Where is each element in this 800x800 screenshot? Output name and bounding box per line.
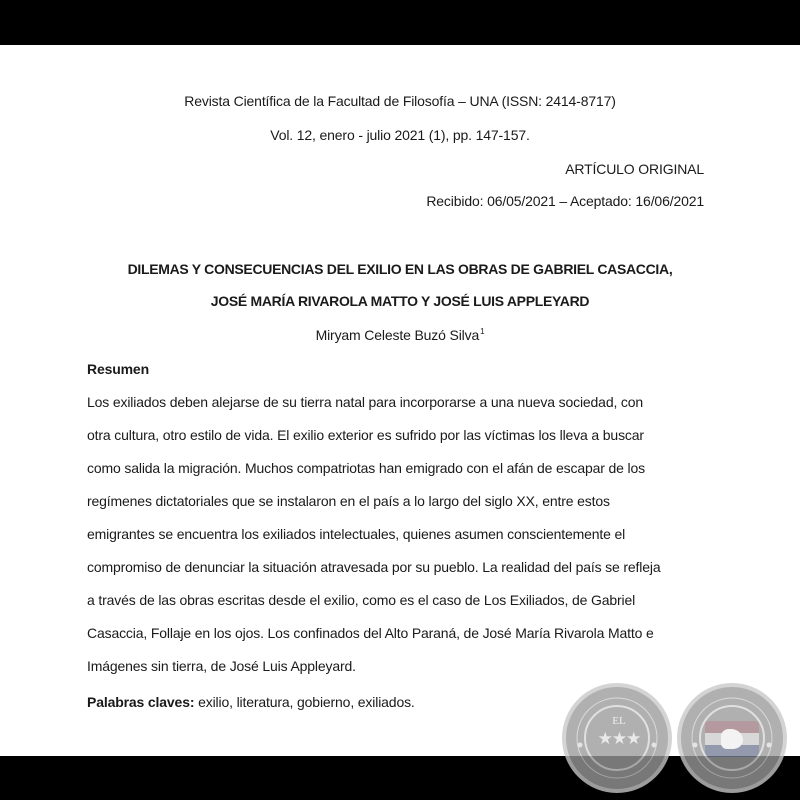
abstract-line: emigrantes se encuentra los exiliados intelectuales, quienes asumen conscientemente el [87,526,626,542]
keywords-label: Palabras claves: [87,694,195,710]
abstract-line: como salida la migración. Muchos compatriotas han emigrado con el afán de escapar de los [87,460,645,476]
journal-name: Revista Científica de la Facultad de Filosofía – UNA (ISSN: 2414-8717) [184,93,616,109]
abstract-line: Imágenes sin tierra, de José Luis Appleyard. [87,658,356,674]
keywords-list: exilio, literatura, gobierno, exiliados. [194,694,415,710]
document-page [0,45,800,756]
paraguay-map-icon [721,729,743,749]
seal-center-text: EL [612,715,626,727]
seal-inner-ring [584,705,650,771]
abstract-line: regímenes dictatoriales que se instalaron en el país a lo largo del siglo XX, entre estos [87,493,610,509]
author-footnote-marker[interactable]: 1 [480,327,485,336]
article-title-line-2: JOSÉ MARÍA RIVAROLA MATTO Y JOSÉ LUIS APPLEYARD [210,293,590,309]
three-stars-icon: ★★★ [597,729,641,748]
cultura-nacional-seal-watermark [677,683,787,793]
volume-info: Vol. 12, enero - julio 2021 (1), pp. 147-157. [270,127,530,143]
author-line [0,326,800,344]
article-title-line-1: DILEMAS Y CONSECUENCIAS DEL EXILIO EN LAS OBRAS DE GABRIEL CASACCIA, [127,261,673,277]
abstract-heading: Resumen [87,361,149,377]
republica-paraguay-seal-watermark [562,683,672,793]
author-name: Miryam Celeste Buzó Silva [315,327,480,343]
abstract-line: Casaccia, Follaje en los ojos. Los confinados del Alto Paraná, de José María Rivarola Matto e [87,625,654,641]
top-letterbox-bar [0,0,800,45]
article-type: ARTÍCULO ORIGINAL [565,161,704,177]
bottom-letterbox-bar [0,756,800,800]
abstract-line: compromiso de denunciar la situación atravesada por su pueblo. La realidad del país se refleja [87,559,661,575]
abstract-line: a través de las obras escritas desde el exilio, como es el caso de Los Exiliados, de Gabriel [87,592,636,608]
seal-inner-ring [699,705,765,771]
received-accepted-dates: Recibido: 06/05/2021 – Aceptado: 16/06/2021 [426,193,704,209]
abstract-line: Los exiliados deben alejarse de su tierra natal para incorporarse a una nueva sociedad, con [87,394,644,410]
abstract-line: otra cultura, otro estilo de vida. El exilio exterior es sufrido por las víctimas los lleva a buscar [87,427,644,443]
keywords-line [87,693,415,711]
